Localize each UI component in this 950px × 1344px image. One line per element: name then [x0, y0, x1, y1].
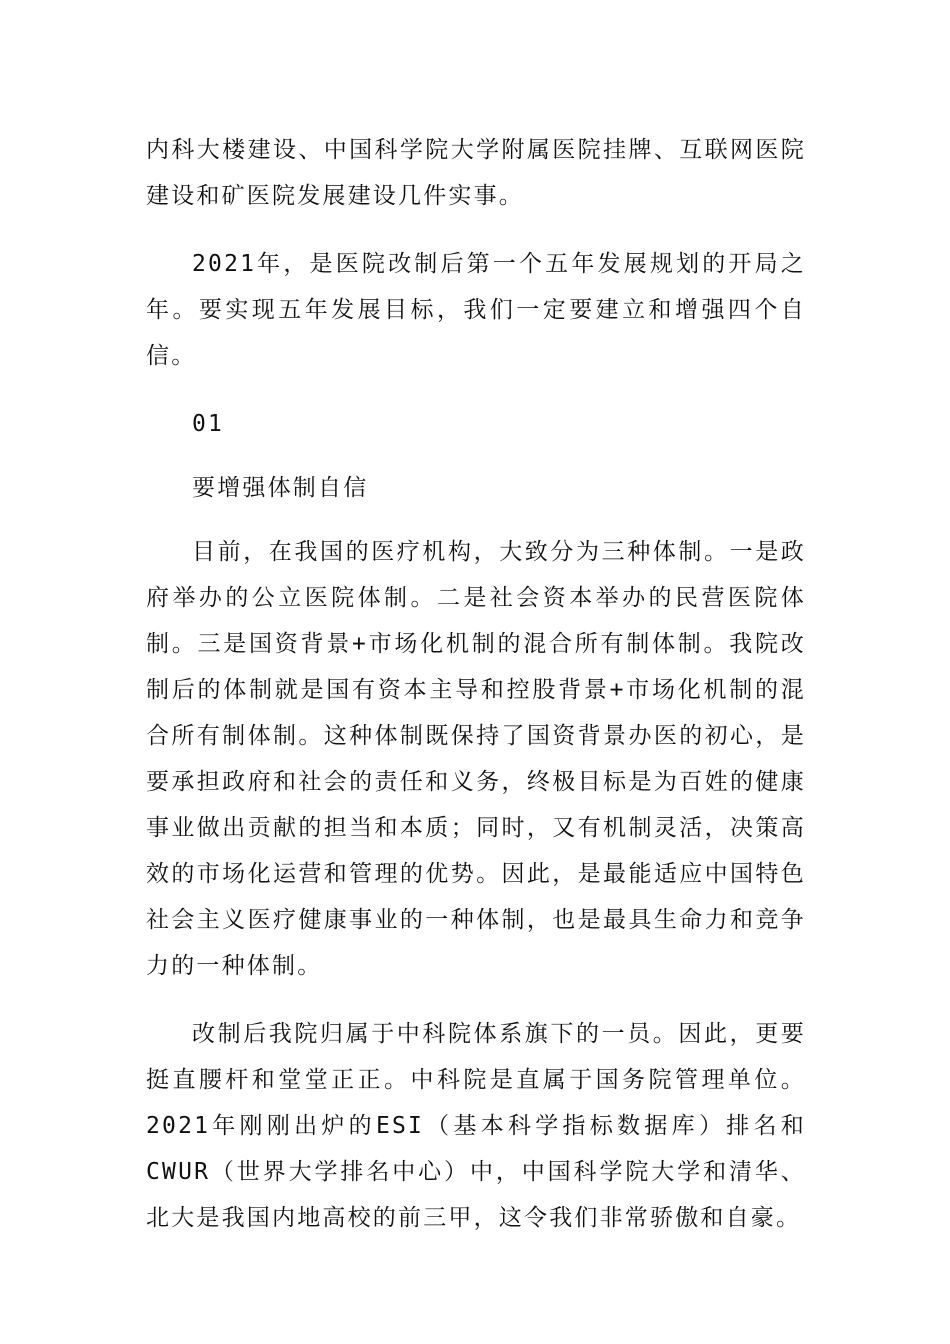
document-body [146, 127, 806, 1263]
section-number: 01 [192, 411, 225, 437]
section-heading: 要增强体制自信 [192, 475, 369, 501]
paragraph-plan-intro: 2021年，是医院改制后第一个五年发展规划的开局之年。要实现五年发展目标，我们一定要建立和增强四个自信。 [146, 251, 806, 369]
paragraph-cas-affiliation: 改制后我院归属于中科院体系旗下的一员。因此，更要挺直腰杆和堂堂正正。中科院是直属于国务院管理单位。2021年刚刚出炉的ESI（基本科学指标数据库）排名和CWUR（世界大学排名中心）中，中国科学院大学和清华、北大是我国内地高校的前三甲，这令我们非常骄傲和自豪。 [146, 1021, 806, 1231]
paragraph-system-types: 目前，在我国的医疗机构，大致分为三种体制。一是政府举办的公立医院体制。二是社会资本举办的民营医院体制。三是国资背景+市场化机制的混合所有制体制。我院改制后的体制就是国有资本主导和控股背景+市场化机制的混合所有制体制。这种体制既保持了国资背景办医的初心，是要承担政府和社会的责任和义务，终极目标是为百姓的健康事业做出贡献的担当和本质；同时，又有机制灵活，决策高效的市场化运营和管理的优势。因此，是最能适应中国特色社会主义医疗健康事业的一种体制，也是最具生命力和竞争力的一种体制。 [146, 539, 806, 979]
paragraph-continuation: 内科大楼建设、中国科学院大学附属医院挂牌、互联网医院建设和矿医院发展建设几件实事。 [146, 137, 806, 209]
